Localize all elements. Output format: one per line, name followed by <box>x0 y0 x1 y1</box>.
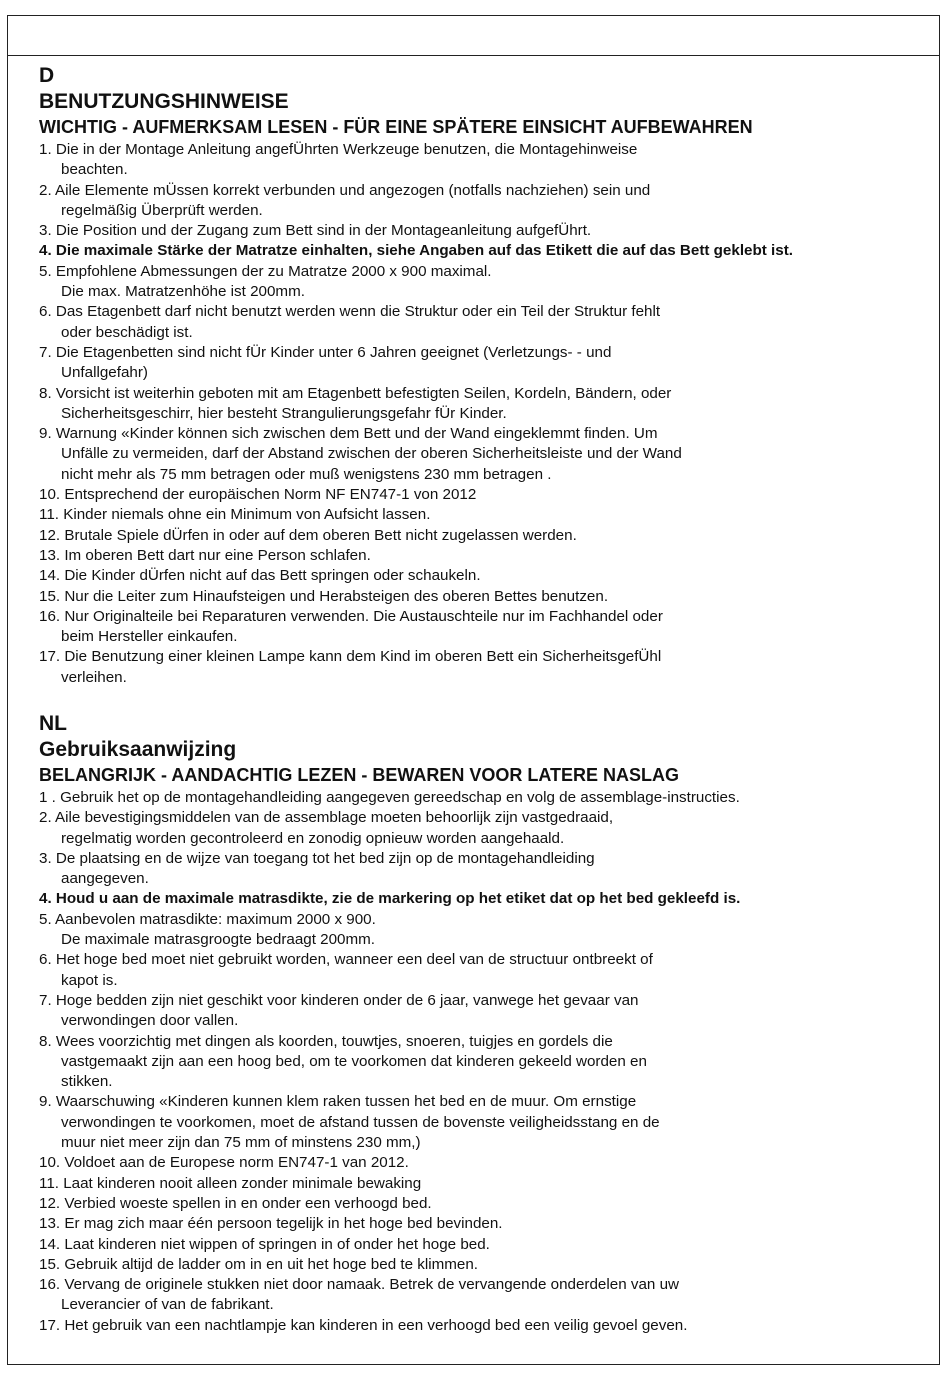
list-item-text: 7. Die Etagenbetten sind nicht fÜr Kinder unter 6 Jahren geeignet (Verletzungs- - und <box>39 343 612 361</box>
list-item-continuation: Unfälle zu vermeiden, darf der Abstand zwischen der oberen Sicherheitsleiste und der Wand <box>61 445 682 463</box>
list-item-text: 9. Warnung «Kinder können sich zwischen dem Bett und der Wand eingeklemmt finden. Um <box>39 425 658 443</box>
list-item <box>39 302 924 343</box>
section-german <box>39 63 924 688</box>
list-item <box>39 808 924 849</box>
list-item-continuation: De maximale matrasgroogte bedraagt 200mm. <box>61 931 376 949</box>
list-item-text: 12. Verbied woeste spellen in en onder een verhoogd bed. <box>39 1194 432 1212</box>
list-item <box>39 1092 924 1153</box>
list-item-text: 16. Nur Originalteile bei Reparaturen verwenden. Die Austauschteile nur im Fachhandel oder <box>39 607 663 625</box>
list-item-text: 7. Hoge bedden zijn niet geschikt voor kinderen onder de 6 jaar, vanwege het gevaar van <box>39 991 639 1009</box>
list-item <box>39 1255 924 1275</box>
list-item-text: 10. Voldoet aan de Europese norm EN747-1 van 2012. <box>39 1154 409 1172</box>
list-item-text: 9. Waarschuwing «Kinderen kunnen klem raken tussen het bed en de muur. Om ernstige <box>39 1093 637 1111</box>
list-item-text: 15. Nur die Leiter zum Hinaufsteigen und Herabsteigen des oberen Bettes benutzen. <box>39 587 609 605</box>
list-item-continuation: muur niet meer zijn dan 75 mm of minstens 230 mm,) <box>61 1134 421 1152</box>
list-item-continuation: beachten. <box>61 161 128 179</box>
list-item-continuation: vastgemaakt zijn aan een hoog bed, om te voorkomen dat kinderen gekeeld worden en <box>61 1052 647 1070</box>
list-item <box>39 788 924 808</box>
list-item <box>39 910 924 951</box>
list-item <box>39 566 924 586</box>
list-item <box>39 607 924 648</box>
list-item-text: 5. Aanbevolen matrasdikte: maximum 2000 x 900. <box>39 910 376 928</box>
list-item-text: 1. Die in der Montage Anleitung angefÜhrten Werkzeuge benutzen, die Montagehinweise <box>39 141 638 158</box>
list-item-continuation: beim Hersteller einkaufen. <box>61 628 238 646</box>
list-item-text: 12. Brutale Spiele dÜrfen in oder auf dem oberen Bett nicht zugelassen werden. <box>39 526 577 544</box>
list-item-continuation: kapot is. <box>61 971 118 989</box>
list-item-continuation: Die max. Matratzenhöhe ist 200mm. <box>61 283 305 301</box>
list-item <box>39 1032 924 1093</box>
list-item <box>39 1316 924 1336</box>
list-item-continuation: aangegeven. <box>61 870 149 888</box>
list-item <box>39 950 924 991</box>
list-item-continuation: regelmatig worden gecontroleerd en zonodig opnieuw worden aangehaald. <box>61 829 565 847</box>
list-item-text: 2. Aile Elemente mÜssen korrekt verbunden und angezogen (notfalls nachziehen) sein und <box>39 181 651 199</box>
list-item <box>39 262 924 303</box>
header-strip <box>8 16 939 56</box>
section-subtitle: WICHTIG - AUFMERKSAM LESEN - FÜR EINE SPÄTERE EINSICHT AUFBEWAHREN <box>39 117 753 137</box>
list-item-text: 5. Empfohlene Abmessungen der zu Matratze 2000 x 900 maximal. <box>39 262 492 280</box>
list-item <box>39 505 924 525</box>
list-item-continuation: oder beschädigt ist. <box>61 323 193 341</box>
list-item <box>39 1235 924 1255</box>
list-item <box>39 889 924 909</box>
list-item-text: 4. Houd u aan de maximale matrasdikte, zie de markering op het etiket dat op het bed gekleefd is. <box>39 890 741 908</box>
list-item-continuation: nicht mehr als 75 mm betragen oder muß wenigstens 230 mm betragen . <box>61 465 552 483</box>
list-item-continuation: stikken. <box>61 1073 113 1091</box>
list-item <box>39 1153 924 1173</box>
list-item <box>39 485 924 505</box>
list-item-continuation: Leverancier of van de fabrikant. <box>61 1296 274 1314</box>
list-item-text: 16. Vervang de originele stukken niet door namaak. Betrek de vervangende onderdelen van uw <box>39 1276 679 1294</box>
list-item <box>39 647 924 688</box>
list-item <box>39 140 924 181</box>
list-item <box>39 546 924 566</box>
list-item <box>39 221 924 241</box>
list-item <box>39 849 924 890</box>
list-item-text: 8. Wees voorzichtig met dingen als koorden, touwtjes, snoeren, tuigjes en gordels die <box>39 1032 613 1050</box>
list-item-continuation: verwondingen door vallen. <box>61 1012 239 1030</box>
list-item-continuation: Sicherheitsgeschirr, hier besteht Strangulierungsgefahr fÜr Kinder. <box>61 404 507 422</box>
section-dutch <box>39 711 924 1336</box>
list-item-text: 15. Gebruik altijd de ladder om in en uit het hoge bed te klimmen. <box>39 1255 479 1273</box>
list-item <box>39 1214 924 1234</box>
list-item-text: 14. Laat kinderen niet wippen of springen in of onder het hoge bed. <box>39 1235 490 1253</box>
section-title: BENUTZUNGSHINWEISE <box>39 90 289 113</box>
instruction-list <box>39 140 924 688</box>
section-title: Gebruiksaanwijzing <box>39 738 237 761</box>
list-item-text: 8. Vorsicht ist weiterhin geboten mit am Etagenbett befestigten Seilen, Kordeln, Bändern, oder <box>39 384 672 402</box>
list-item <box>39 587 924 607</box>
list-item <box>39 181 924 222</box>
list-item-continuation: Unfallgefahr) <box>61 364 148 382</box>
list-item-text: 3. Die Position und der Zugang zum Bett sind in der Montageanleitung aufgefÜhrt. <box>39 222 592 240</box>
list-item <box>39 241 924 261</box>
list-item-text: 6. Het hoge bed moet niet gebruikt worden, wanneer een deel van de structuur ontbreekt of <box>39 951 653 969</box>
list-item-text: 1 . Gebruik het op de montagehandleiding aangegeven gereedschap en volg de assemblage-instructies. <box>39 789 740 806</box>
list-item-text: 4. Die maximale Stärke der Matratze einhalten, siehe Angaben auf das Etikett die auf das Bett geklebt ist. <box>39 242 793 260</box>
list-item <box>39 343 924 384</box>
list-item <box>39 1174 924 1194</box>
list-item <box>39 1275 924 1316</box>
list-item-text: 10. Entsprechend der europäischen Norm NF EN747-1 von 2012 <box>39 486 477 504</box>
list-item <box>39 384 924 425</box>
list-item <box>39 991 924 1032</box>
list-item-text: 17. Het gebruik van een nachtlampje kan kinderen in een verhoogd bed een veilig gevoel geven. <box>39 1316 688 1334</box>
list-item-text: 11. Laat kinderen nooit alleen zonder minimale bewaking <box>39 1174 422 1192</box>
list-item-text: 6. Das Etagenbett darf nicht benutzt werden wenn die Struktur oder ein Teil der Struktur fehlt <box>39 303 661 321</box>
list-item-text: 13. Im oberen Bett dart nur eine Person schlafen. <box>39 546 371 564</box>
list-item-text: 3. De plaatsing en de wijze van toegang tot het bed zijn op de montagehandleiding <box>39 849 595 867</box>
language-code: NL <box>39 712 67 735</box>
instruction-list <box>39 788 924 1336</box>
list-item-text: 2. Aile bevestigingsmiddelen van de assemblage moeten behoorlijk zijn vastgedraaid, <box>39 809 614 827</box>
language-code: D <box>39 64 55 87</box>
list-item-text: 14. Die Kinder dÜrfen nicht auf das Bett springen oder schaukeln. <box>39 567 481 585</box>
list-item <box>39 1194 924 1214</box>
list-item <box>39 424 924 485</box>
list-item-continuation: verleihen. <box>61 668 127 686</box>
list-item-continuation: verwondingen te voorkomen, moet de afstand tussen de bovenste veiligheidsstang en de <box>61 1113 660 1131</box>
list-item-continuation: regelmäßig Überprüft werden. <box>61 201 263 219</box>
list-item-text: 17. Die Benutzung einer kleinen Lampe kann dem Kind im oberen Bett ein SicherheitsgefÜhl <box>39 648 662 666</box>
list-item <box>39 526 924 546</box>
list-item-text: 13. Er mag zich maar één persoon tegelijk in het hoge bed bevinden. <box>39 1215 503 1233</box>
list-item-text: 11. Kinder niemals ohne ein Minimum von Aufsicht lassen. <box>39 506 431 524</box>
section-subtitle: BELANGRIJK - AANDACHTIG LEZEN - BEWAREN VOOR LATERE NASLAG <box>39 765 680 785</box>
